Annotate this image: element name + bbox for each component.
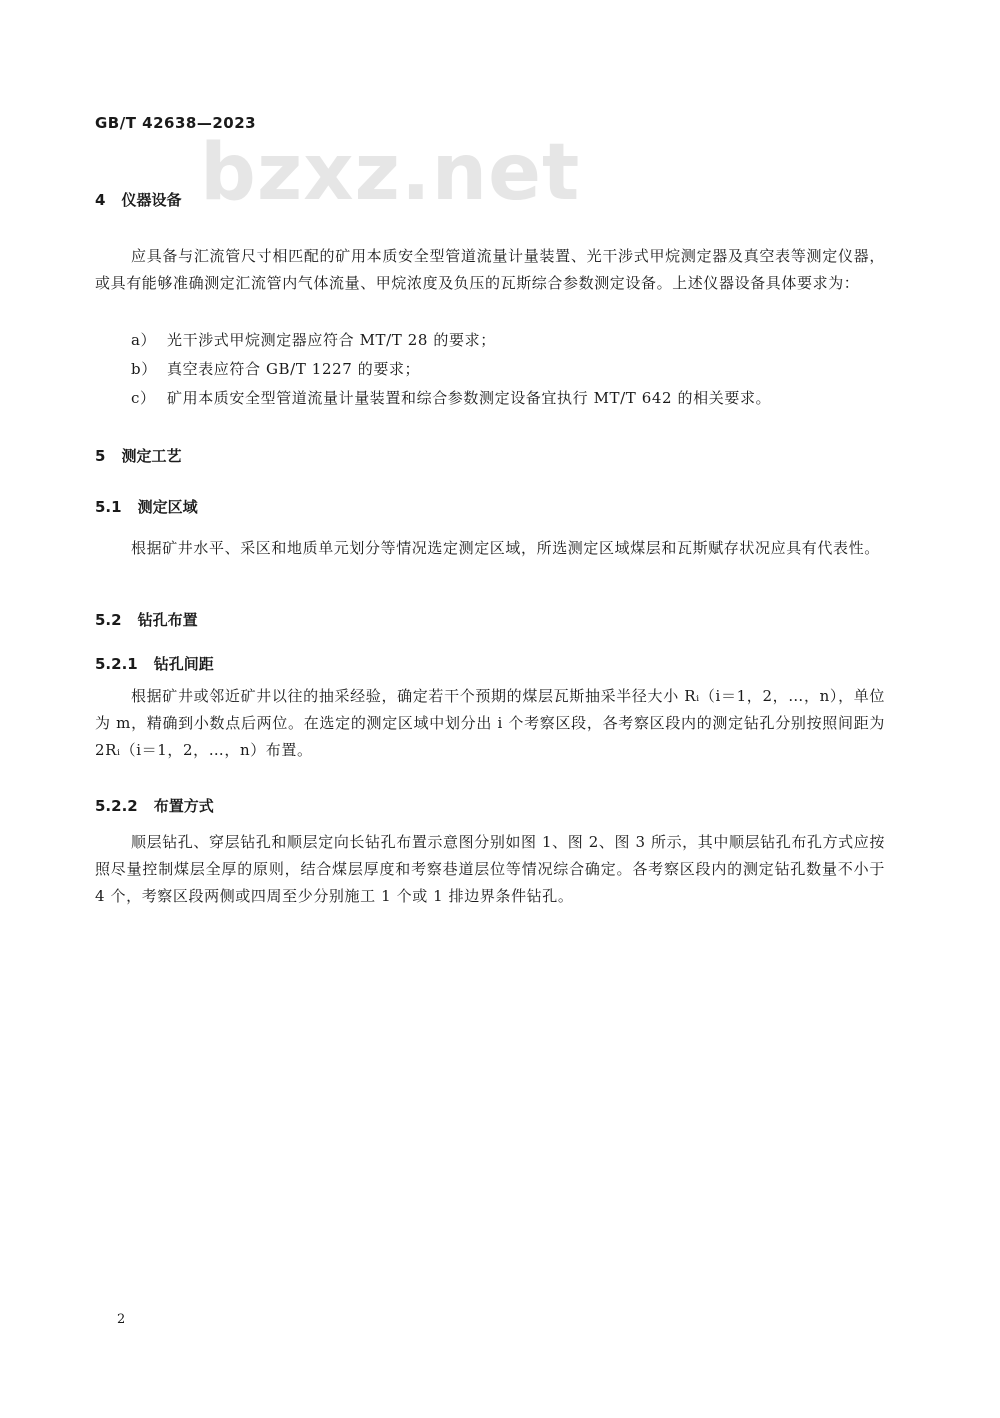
section-5-heading (95, 445, 181, 466)
section-title: 测定区域 (137, 498, 198, 516)
list-item (131, 385, 891, 412)
section-5-2-1-heading (95, 653, 214, 674)
section-5-2-2-paragraph: 顺层钻孔、穿层钻孔和顺层定向长钻孔布置示意图分别如图 1、图 2、图 3 所示，其中顺层钻孔布孔方式应按照尽量控制煤层全厚的原则，结合煤层厚度和考察巷道层位等情况综合确定。各考察区段内的测定钻孔数量不小于 4 个，考察区段两侧或四周至少分别施工 1 个或 1 排边界条件钻孔。 (95, 833, 885, 905)
list-item-text: 矿用本质安全型管道流量计量装置和综合参数测定设备宜执行 MT/T 642 的相关要求。 (167, 389, 772, 407)
section-title: 钻孔布置 (137, 611, 198, 629)
section-number: 5.2.2 (95, 797, 138, 815)
section-5-1-heading (95, 496, 198, 517)
section-5-2-2-heading (95, 795, 214, 816)
section-number: 5.2 (95, 611, 122, 629)
list-item-text: 光干涉式甲烷测定器应符合 MT/T 28 的要求； (167, 331, 496, 349)
section-5-1-paragraph: 根据矿井水平、采区和地质单元划分等情况选定测定区域，所选测定区域煤层和瓦斯赋存状况应具有代表性。 (131, 539, 880, 557)
section-title: 仪器设备 (121, 191, 182, 209)
list-marker: b） (131, 360, 157, 378)
section-title: 钻孔间距 (153, 655, 214, 673)
section-4-paragraph: 应具备与汇流管尺寸相匹配的矿用本质安全型管道流量计量装置、光干涉式甲烷测定器及真空表等测定仪器，或具有能够准确测定汇流管内气体流量、甲烷浓度及负压的瓦斯综合参数测定设备。上述仪器设备具体要求为： (95, 247, 885, 292)
section-5-2-1-paragraph: 根据矿井或邻近矿井以往的抽采经验，确定若干个预期的煤层瓦斯抽采半径大小 Rᵢ（i＝1，2，…，n），单位为 m，精确到小数点后两位。在选定的测定区域中划分出 i 个考察区段，各考察区段内的测定钻孔分别按照间距为 2Rᵢ（i＝1，2，…，n）布置。 (95, 687, 885, 759)
section-number: 5 (95, 447, 106, 465)
section-number: 5.1 (95, 498, 122, 516)
list-item-text: 真空表应符合 GB/T 1227 的要求； (167, 360, 421, 378)
list-marker: a） (131, 331, 157, 349)
section-5-2-heading (95, 609, 198, 630)
section-number: 4 (95, 191, 106, 209)
section-title: 测定工艺 (121, 447, 182, 465)
list-item (131, 327, 891, 354)
standard-number-header: GB/T 42638—2023 (95, 114, 257, 132)
watermark: bzxz.net (200, 128, 581, 218)
page-number: 2 (117, 1312, 126, 1327)
section-title: 布置方式 (153, 797, 214, 815)
list-item (131, 356, 891, 383)
list-marker: c） (131, 389, 156, 407)
section-number: 5.2.1 (95, 655, 138, 673)
section-4-heading (95, 189, 181, 210)
